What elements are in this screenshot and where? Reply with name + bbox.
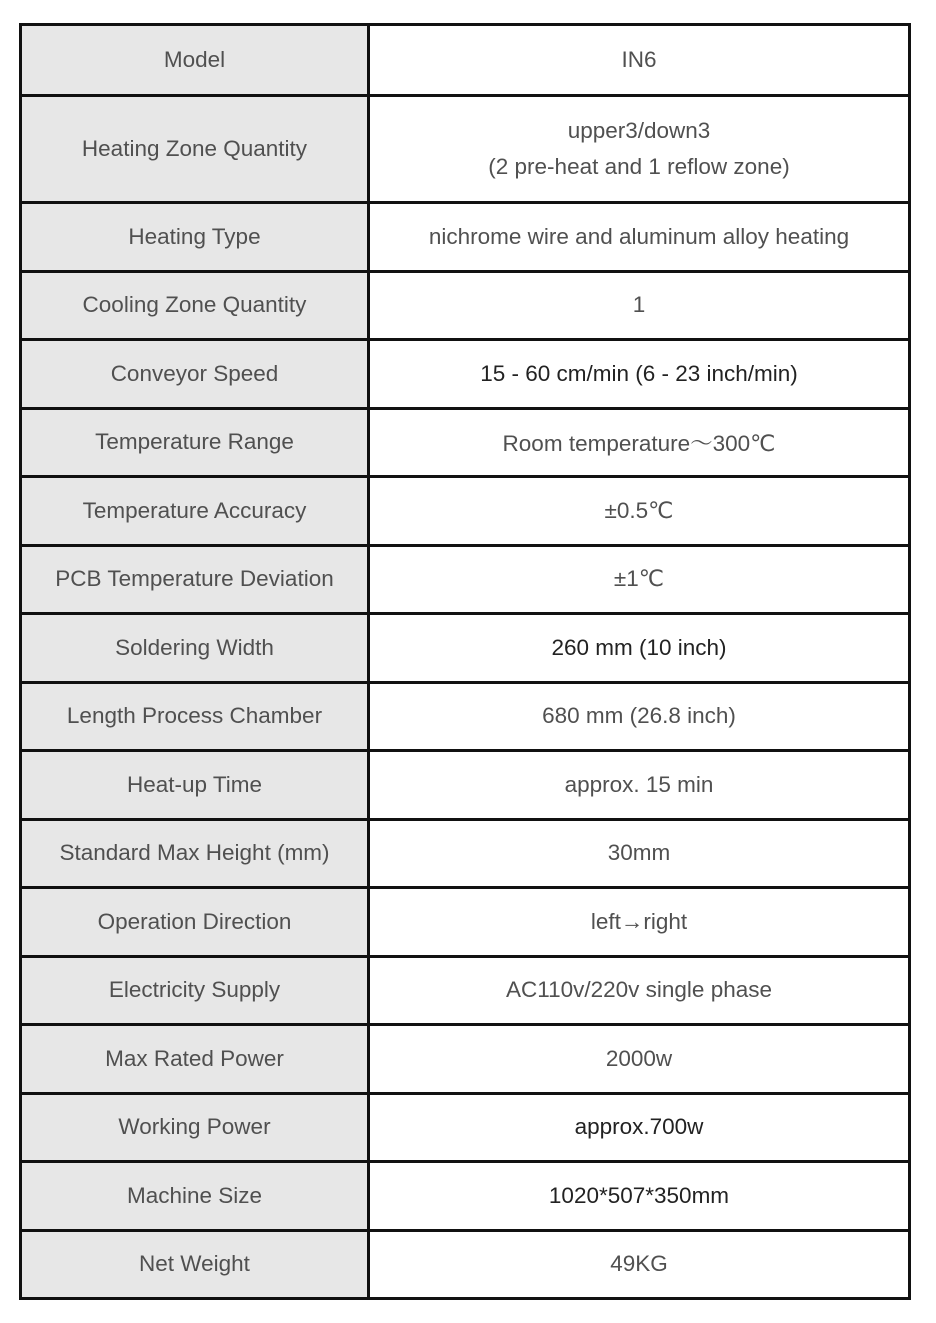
row-value-line-1: upper3/down3	[567, 118, 711, 143]
table-row-pcb-temperature-deviation	[21, 545, 910, 614]
row-label: Working Power	[21, 1093, 369, 1162]
table-row-temperature-range	[21, 408, 910, 477]
row-value: approx. 15 min	[369, 751, 910, 820]
row-label: Electricity Supply	[21, 956, 369, 1025]
row-label: Heating Zone Quantity	[21, 96, 369, 203]
row-label: Temperature Range	[21, 408, 369, 477]
table-row-max-rated-power	[21, 1025, 910, 1094]
table-row-cooling-zone-quantity	[21, 271, 910, 340]
row-label: Model	[21, 25, 369, 96]
row-value: 2000w	[369, 1025, 910, 1094]
row-label: Max Rated Power	[21, 1025, 369, 1094]
row-value: nichrome wire and aluminum alloy heating	[369, 203, 910, 272]
table-row-conveyor-speed	[21, 340, 910, 409]
row-value: 49KG	[369, 1230, 910, 1299]
table-row-temperature-accuracy	[21, 477, 910, 546]
row-value: approx.700w	[369, 1093, 910, 1162]
row-value: AC110v/220v single phase	[369, 956, 910, 1025]
table-row-heating-type	[21, 203, 910, 272]
row-value: ±0.5℃	[369, 477, 910, 546]
table-row-heat-up-time	[21, 751, 910, 820]
table-row-soldering-width	[21, 614, 910, 683]
row-value: ±1℃	[369, 545, 910, 614]
row-label: Soldering Width	[21, 614, 369, 683]
spec-table-body	[21, 25, 910, 1299]
table-row-standard-max-height	[21, 819, 910, 888]
row-value: Room temperature～300℃	[369, 408, 910, 477]
row-label: Length Process Chamber	[21, 682, 369, 751]
table-row-net-weight	[21, 1230, 910, 1299]
row-value	[369, 96, 910, 203]
row-value: 1	[369, 271, 910, 340]
row-label: Machine Size	[21, 1162, 369, 1231]
row-value-line-2: (2 pre-heat and 1 reflow zone)	[488, 154, 790, 179]
row-label: Heating Type	[21, 203, 369, 272]
table-row-working-power	[21, 1093, 910, 1162]
row-label: PCB Temperature Deviation	[21, 545, 369, 614]
table-row-machine-size	[21, 1162, 910, 1231]
table-row-length-process-chamber	[21, 682, 910, 751]
table-row-electricity-supply	[21, 956, 910, 1025]
row-label: Standard Max Height (mm)	[21, 819, 369, 888]
row-value: 15 - 60 cm/min (6 - 23 inch/min)	[369, 340, 910, 409]
table-row-model	[21, 25, 910, 96]
row-label: Net Weight	[21, 1230, 369, 1299]
table-row-operation-direction	[21, 888, 910, 957]
row-label: Operation Direction	[21, 888, 369, 957]
row-value: 680 mm (26.8 inch)	[369, 682, 910, 751]
row-value: 30mm	[369, 819, 910, 888]
row-label: Heat-up Time	[21, 751, 369, 820]
row-value: IN6	[369, 25, 910, 96]
table-row-heating-zone-quantity	[21, 96, 910, 203]
row-label: Conveyor Speed	[21, 340, 369, 409]
row-value: 260 mm (10 inch)	[369, 614, 910, 683]
row-label: Temperature Accuracy	[21, 477, 369, 546]
row-value: left→right	[369, 888, 910, 957]
row-value: 1020*507*350mm	[369, 1162, 910, 1231]
spec-table	[19, 23, 911, 1300]
row-label: Cooling Zone Quantity	[21, 271, 369, 340]
